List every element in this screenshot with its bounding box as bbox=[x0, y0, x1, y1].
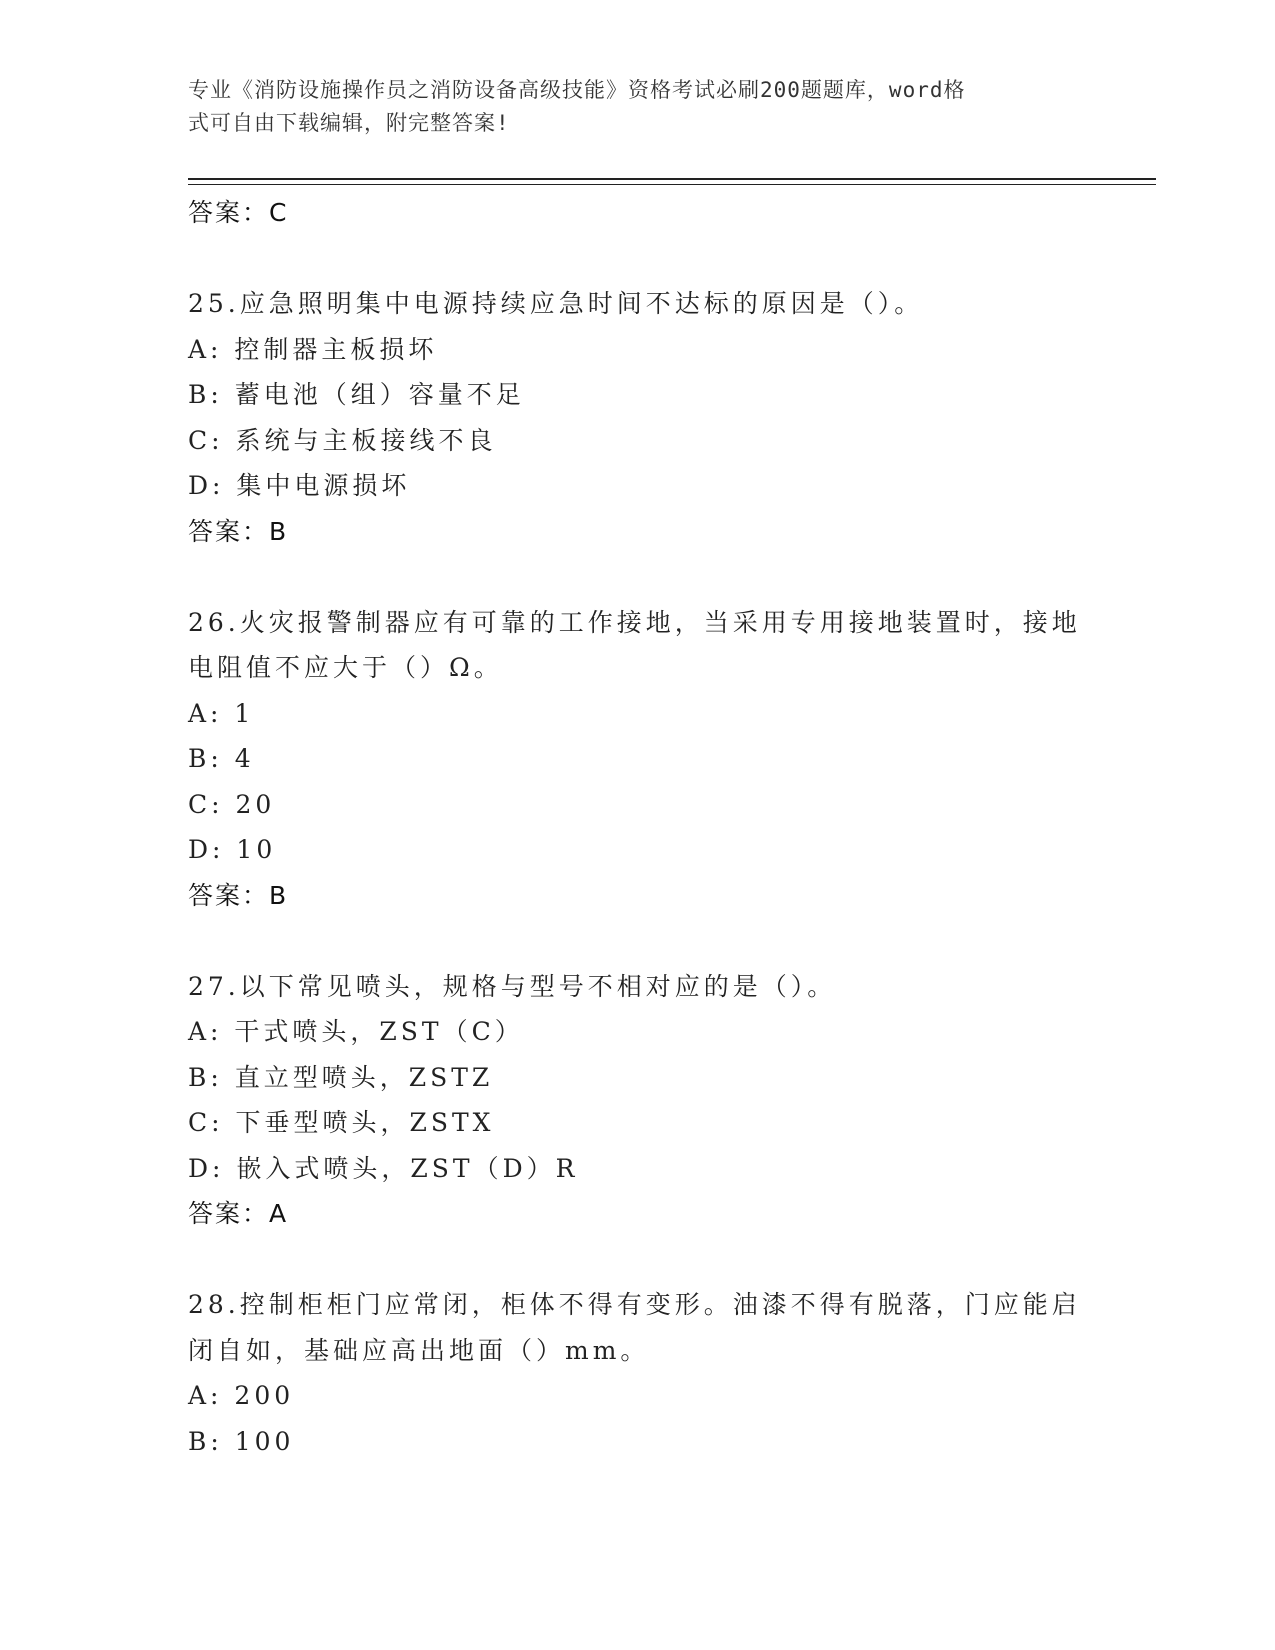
option-b: B: 4 bbox=[188, 744, 255, 773]
option-a: A: 200 bbox=[188, 1381, 295, 1410]
option-c: C: 系统与主板接线不良 bbox=[188, 425, 497, 455]
answer-line: 答案：B bbox=[188, 516, 289, 546]
option-d: D: 嵌入式喷头，ZST（D）R bbox=[188, 1153, 579, 1183]
option-a: A: 控制器主板损坏 bbox=[188, 334, 438, 364]
answer-line: 答案：B bbox=[188, 880, 289, 910]
spacer bbox=[188, 554, 1088, 600]
question-stem-continued: 闭自如，基础应高出地面（）mm。 bbox=[188, 1335, 650, 1365]
header-line-2: 式可自由下载编辑，附完整答案! bbox=[188, 111, 510, 135]
option-c: C: 下垂型喷头，ZSTX bbox=[188, 1108, 495, 1137]
header-line-1: 专业《消防设施操作员之消防设备高级技能》资格考试必刷200题题库，word格 bbox=[188, 78, 966, 102]
header-rule-top bbox=[188, 178, 1156, 180]
spacer bbox=[188, 236, 1088, 282]
option-b: B: 直立型喷头，ZSTZ bbox=[188, 1062, 494, 1092]
header-rule-bottom bbox=[188, 184, 1156, 185]
option-d: D: 10 bbox=[188, 835, 277, 864]
question-stem-continued: 电阻值不应大于（）Ω。 bbox=[188, 653, 503, 682]
option-b: B: 100 bbox=[188, 1426, 295, 1456]
question-block bbox=[188, 964, 1088, 1237]
document-body bbox=[188, 190, 1088, 1464]
answer-line: 答案：C bbox=[188, 198, 289, 227]
question-block bbox=[188, 1282, 1088, 1464]
option-b: B: 蓄电池（组）容量不足 bbox=[188, 380, 525, 409]
answer-line: 答案：A bbox=[188, 1199, 289, 1228]
question-stem: 27.以下常见喷头，规格与型号不相对应的是（）。 bbox=[188, 971, 837, 1001]
question-stem: 26.火灾报警制器应有可靠的工作接地，当采用专用接地装置时，接地 bbox=[188, 607, 1081, 637]
spacer bbox=[188, 1237, 1088, 1283]
option-c: C: 20 bbox=[188, 789, 276, 819]
option-d: D: 集中电源损坏 bbox=[188, 471, 411, 500]
question-block bbox=[188, 281, 1088, 554]
option-a: A: 干式喷头，ZST（C） bbox=[188, 1017, 524, 1046]
question-block bbox=[188, 600, 1088, 919]
document-header bbox=[188, 74, 1068, 140]
option-a: A: 1 bbox=[188, 698, 255, 728]
spacer bbox=[188, 918, 1088, 964]
question-stem: 25.应急照明集中电源持续应急时间不达标的原因是（）。 bbox=[188, 289, 924, 318]
question-stem: 28.控制柜柜门应常闭，柜体不得有变形。油漆不得有脱落，门应能启 bbox=[188, 1290, 1081, 1319]
